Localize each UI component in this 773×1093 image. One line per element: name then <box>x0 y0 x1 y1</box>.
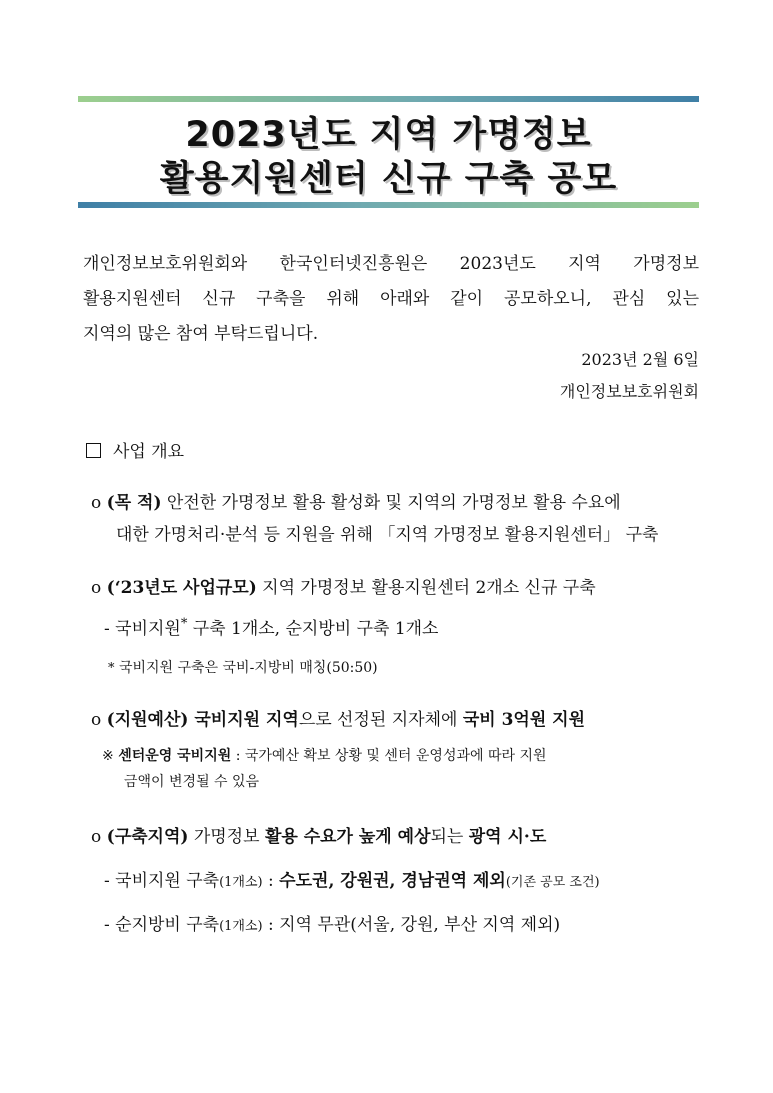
announcing-organization: 개인정보보호위원회 <box>559 382 699 401</box>
checkbox-square-icon <box>86 443 101 458</box>
region-label: (구축지역) <box>106 827 189 847</box>
region-item2-b: : 지역 무관(서울, 강원, 부산 지역 제외) <box>262 915 561 935</box>
bullet-icon: o <box>91 827 102 847</box>
region-text-a: 가명정보 <box>188 827 265 847</box>
budget-bold-2: 국비 3억원 지원 <box>462 710 586 730</box>
region-subitem-2 <box>104 910 560 935</box>
announcement-date: 2023년 2월 6일 <box>581 350 699 369</box>
region-subitem-1 <box>104 866 600 891</box>
region-item1-bold: 수도권, 강원권, 경남권역 제외 <box>279 871 506 891</box>
scale-footnote <box>108 657 378 677</box>
footnote-star: * <box>108 661 115 676</box>
intro-paragraph <box>83 247 699 352</box>
budget-note-text-1: : 국가예산 확보 상황 및 센터 운영성과에 따라 지원 <box>231 748 547 764</box>
region-item1-note: (기존 공모 조건) <box>505 875 600 890</box>
budget-mid: 으로 선정된 지자체에 <box>298 710 463 730</box>
title-top-rule <box>78 96 699 102</box>
intro-line-2: 활용지원센터 신규 구축을 위해 아래와 같이 공모하오니, 관심 있는 <box>83 289 699 309</box>
region-item1-sep: : <box>262 871 280 891</box>
footnote-star: * <box>180 616 188 632</box>
section-title: 사업 개요 <box>113 442 185 462</box>
dash-icon: - <box>104 915 110 935</box>
scale-sub-a: 국비지원 <box>115 619 181 639</box>
region-item1-a: 국비지원 구축 <box>115 871 220 891</box>
scale-subitem <box>104 614 438 639</box>
region-item1-count: (1개소) <box>219 875 263 890</box>
section-heading <box>86 437 184 462</box>
scale-note-text: 국비지원 구축은 국비-지방비 매칭(50:50) <box>118 660 378 676</box>
region-bold-a: 활용 수요가 높게 예상 <box>264 827 431 847</box>
scale-item <box>91 573 596 598</box>
budget-label: (지원예산) <box>106 710 189 730</box>
intro-line-3: 지역의 많은 참여 부탁드립니다. <box>83 324 319 344</box>
budget-note-bold: 센터운영 국비지원 <box>118 748 232 764</box>
title-line-1: 2023년도 지역 가명정보 <box>185 115 592 155</box>
purpose-label: (목 적) <box>106 493 162 513</box>
title-bottom-rule <box>78 202 699 208</box>
purpose-text-2: 대한 가명처리·분석 등 지원을 위해 「지역 가명정보 활용지원센터」 구축 <box>116 525 659 545</box>
scale-label: (‘23년도 사업규모) <box>106 578 257 598</box>
purpose-item <box>91 488 621 513</box>
scale-sub-b: 구축 1개소, 순지방비 구축 1개소 <box>187 619 439 639</box>
bullet-icon: o <box>91 578 102 598</box>
intro-line-1: 개인정보보호위원회와 한국인터넷진흥원은 2023년도 지역 가명정보 <box>83 254 699 274</box>
region-bold-b: 광역 시·도 <box>468 827 547 847</box>
dash-icon: - <box>104 871 110 891</box>
scale-text: 지역 가명정보 활용지원센터 2개소 신규 구축 <box>256 578 596 598</box>
reference-mark-icon: ※ <box>102 748 114 764</box>
purpose-text-1: 안전한 가명정보 활용 활성화 및 지역의 가명정보 활용 수요에 <box>161 493 621 513</box>
dash-icon: - <box>104 619 110 639</box>
budget-item <box>91 705 585 730</box>
bullet-icon: o <box>91 710 102 730</box>
title-line-2: 활용지원센터 신규 구축 공모 <box>159 159 618 199</box>
region-text-b: 되는 <box>430 827 469 847</box>
bullet-icon: o <box>91 493 102 513</box>
region-item2-count: (1개소) <box>219 919 263 934</box>
region-item <box>91 822 546 847</box>
region-item2-a: 순지방비 구축 <box>115 915 220 935</box>
budget-bold-1: 국비지원 지역 <box>188 710 299 730</box>
budget-note <box>102 745 699 765</box>
budget-note-text-2: 금액이 변경될 수 있음 <box>124 774 260 790</box>
